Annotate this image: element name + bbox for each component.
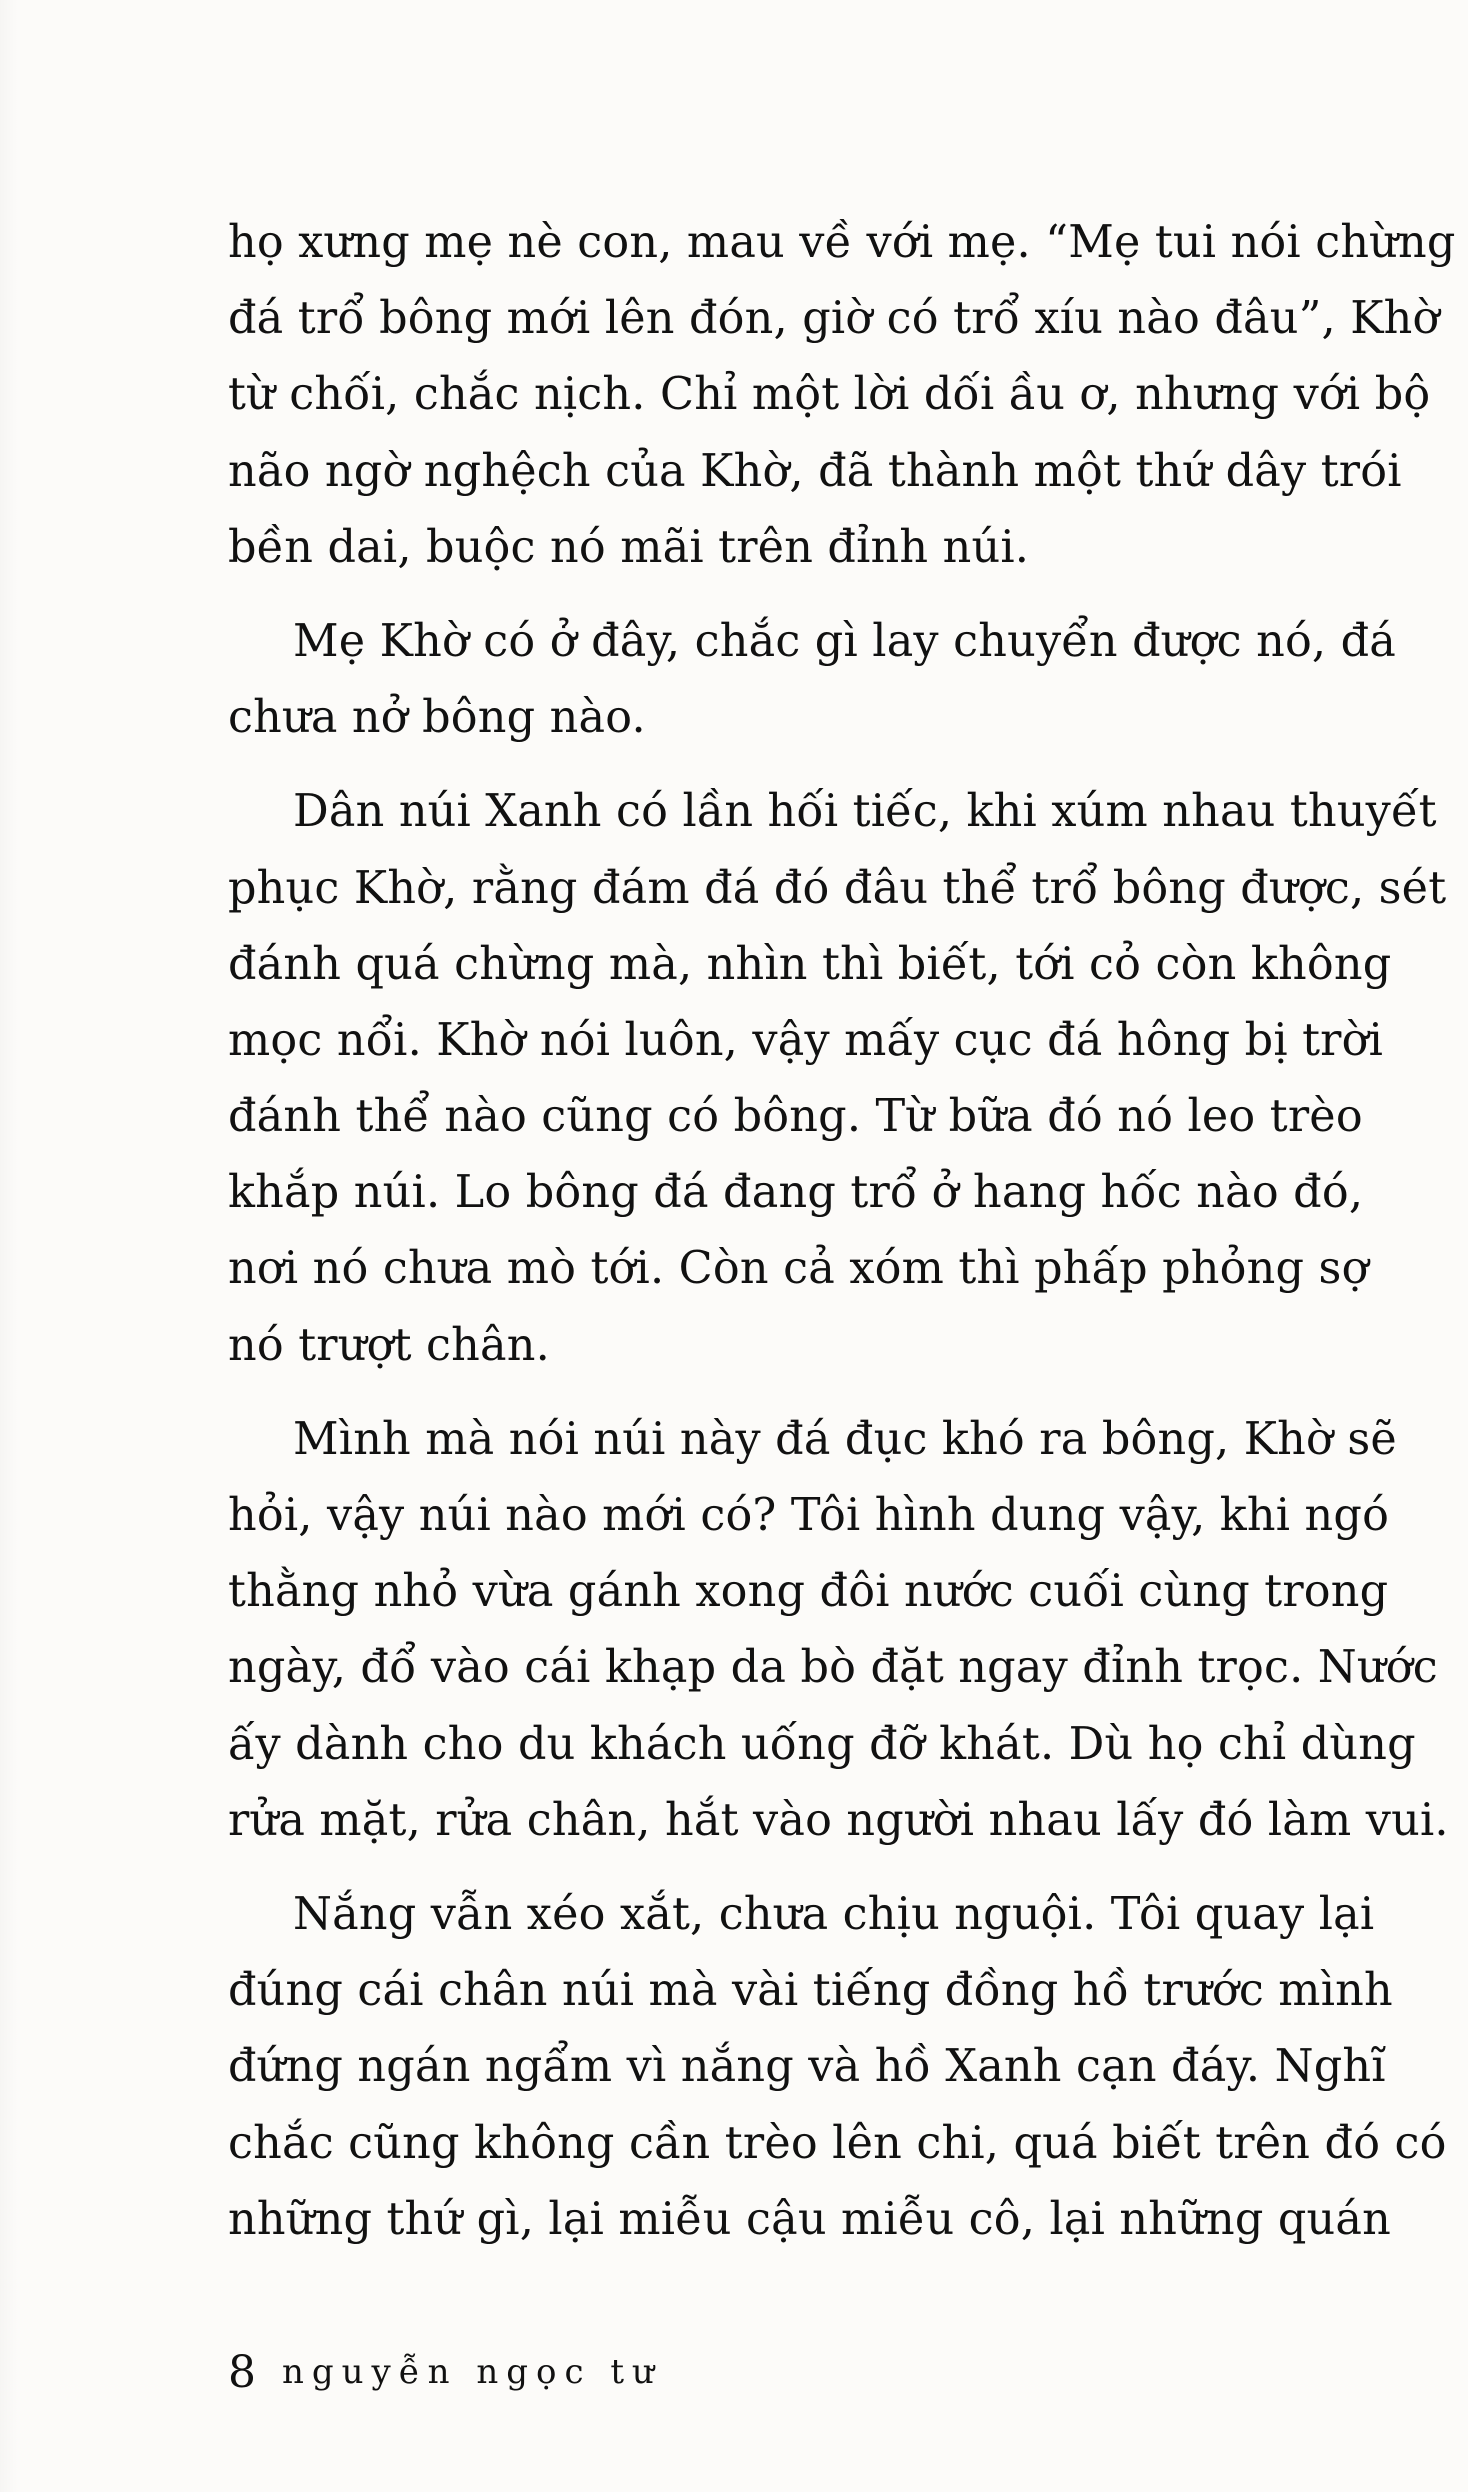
author-name: nguyễn ngọc tư — [282, 2352, 662, 2392]
text-line: Nắng vẫn xéo xắt, chưa chịu nguội. Tôi quay lại — [293, 1888, 1375, 1940]
text-line: những thứ gì, lại miễu cậu miễu cô, lại những quán — [228, 2193, 1392, 2245]
paragraph-1 — [228, 205, 1456, 586]
text-line: thằng nhỏ vừa gánh xong đôi nước cuối cùng trong — [228, 1566, 1389, 1618]
text-line: đánh quá chừng mà, nhìn thì biết, tới cỏ còn không — [228, 938, 1392, 990]
text-line: phục Khờ, rằng đám đá đó đâu thể trổ bông được, sét — [228, 862, 1447, 914]
text-line: ngày, đổ vào cái khạp da bò đặt ngay đỉnh trọc. Nước — [228, 1642, 1438, 1694]
text-line: chưa nở bông nào. — [228, 692, 646, 744]
page-footer — [228, 2342, 662, 2402]
text-line: khắp núi. Lo bông đá đang trổ ở hang hốc nào đó, — [228, 1167, 1364, 1219]
text-line: nó trượt chân. — [228, 1319, 550, 1371]
text-line: rửa mặt, rửa chân, hắt vào người nhau lấy đó làm vui. — [228, 1794, 1449, 1846]
text-line: chắc cũng không cần trèo lên chi, quá biết trên đó có — [228, 2117, 1447, 2169]
text-line: đá trổ bông mới lên đón, giờ có trổ xíu nào đâu”, Khờ — [228, 293, 1440, 345]
body-text — [228, 205, 1456, 2276]
text-line: đúng cái chân núi mà vài tiếng đồng hồ trước mình — [228, 1965, 1393, 2017]
paragraph-4 — [228, 1402, 1449, 1859]
paragraph-2 — [228, 604, 1397, 756]
paragraph-3 — [228, 774, 1447, 1384]
page-number: 8 — [228, 2346, 256, 2398]
text-line: hỏi, vậy núi nào mới có? Tôi hình dung vậy, khi ngó — [228, 1490, 1390, 1541]
text-line: mọc nổi. Khờ nói luôn, vậy mấy cục đá hông bị trời — [228, 1014, 1384, 1066]
text-line: ấy dành cho du khách uống đỡ khát. Dù họ chỉ dùng — [228, 1718, 1416, 1770]
text-line: Dân núi Xanh có lần hối tiếc, khi xúm nhau thuyết — [293, 786, 1437, 838]
paragraph-5 — [228, 1877, 1447, 2258]
text-line: Mẹ Khờ có ở đây, chắc gì lay chuyển được nó, đá — [293, 615, 1397, 667]
text-line: đánh thể nào cũng có bông. Từ bữa đó nó leo trèo — [228, 1091, 1363, 1143]
text-line: từ chối, chắc nịch. Chỉ một lời dối ầu ơ, nhưng với bộ — [228, 369, 1431, 421]
text-line: não ngờ nghệch của Khờ, đã thành một thứ dây trói — [228, 445, 1402, 497]
text-line: bền dai, buộc nó mãi trên đỉnh núi. — [228, 521, 1030, 573]
text-line: họ xưng mẹ nè con, mau về với mẹ. “Mẹ tui nói chừng — [228, 217, 1456, 268]
text-line: Mình mà nói núi này đá đục khó ra bông, Khờ sẽ — [293, 1413, 1397, 1465]
text-line: nơi nó chưa mò tới. Còn cả xóm thì phấp phỏng sợ — [228, 1243, 1369, 1295]
text-line: đứng ngán ngẩm vì nắng và hồ Xanh cạn đáy. Nghĩ — [228, 2041, 1386, 2093]
